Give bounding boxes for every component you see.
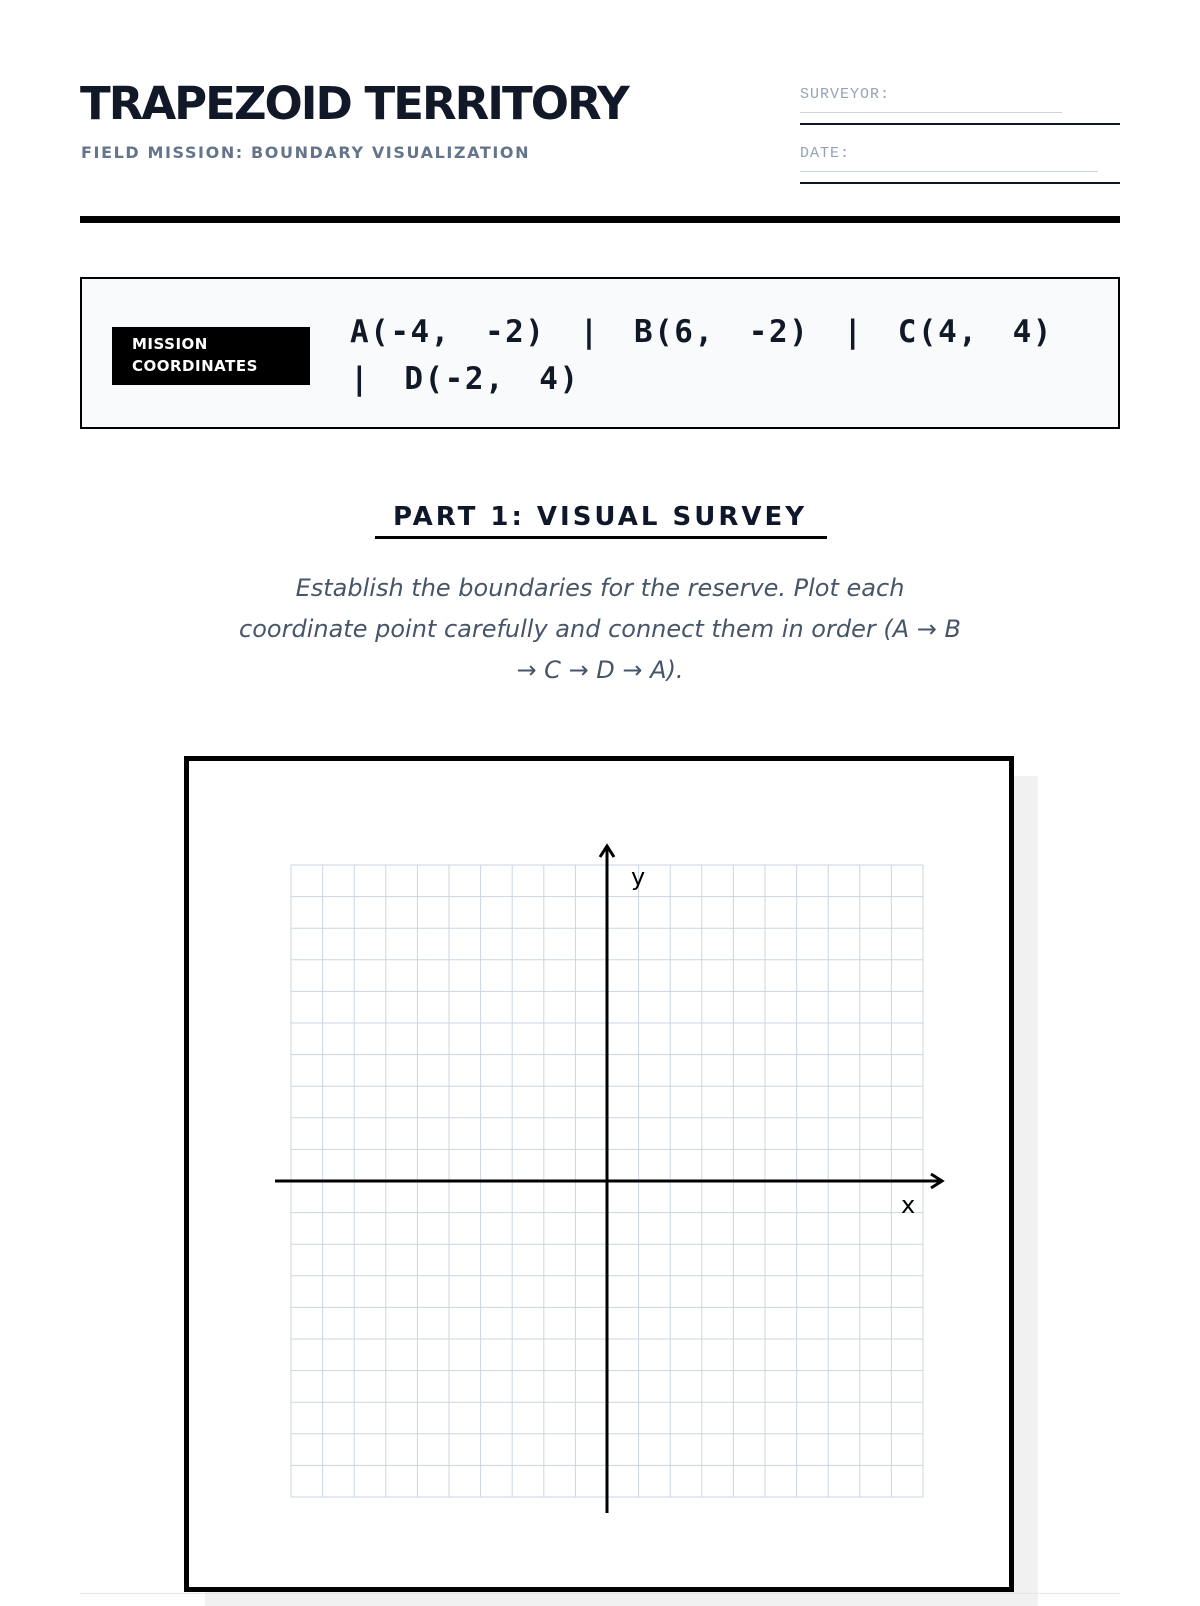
tag-line-2: COORDINATES xyxy=(132,357,258,375)
date-write-line[interactable] xyxy=(800,182,1120,184)
mission-coordinates-tag xyxy=(112,327,310,385)
coordinate-list: A(-4, -2) | B(6, -2) | C(4, 4) | D(-2, 4) xyxy=(350,314,1053,397)
header-divider xyxy=(80,216,1120,223)
part-1-underline xyxy=(375,536,827,539)
axes xyxy=(275,846,942,1513)
surveyor-dotted-line xyxy=(800,112,1062,113)
worksheet-subtitle: FIELD MISSION: BOUNDARY VISUALIZATION xyxy=(81,143,531,162)
surveyor-label: SURVEYOR: xyxy=(800,86,891,103)
worksheet-title: TRAPEZOID TERRITORY xyxy=(80,77,628,130)
surveyor-field[interactable] xyxy=(800,86,1120,125)
x-axis-label: x xyxy=(901,1191,916,1219)
part-1-heading: PART 1: VISUAL SURVEY xyxy=(392,502,808,532)
mission-coordinates-box xyxy=(80,277,1120,429)
graph-frame xyxy=(184,756,1014,1592)
date-label: DATE: xyxy=(800,145,851,162)
surveyor-write-line[interactable] xyxy=(800,123,1120,125)
y-axis-label: y xyxy=(631,863,646,891)
part-1-instructions: Establish the boundaries for the reserve. Plot each coordinate point carefully and connect them in order (A → B → C → D → A). xyxy=(239,574,961,684)
coordinate-plane[interactable] xyxy=(189,761,1009,1587)
page-bottom-rule xyxy=(80,1593,1120,1594)
tag-line-1: MISSION xyxy=(132,335,208,353)
date-field[interactable] xyxy=(800,145,1120,184)
date-dotted-line xyxy=(800,171,1098,172)
